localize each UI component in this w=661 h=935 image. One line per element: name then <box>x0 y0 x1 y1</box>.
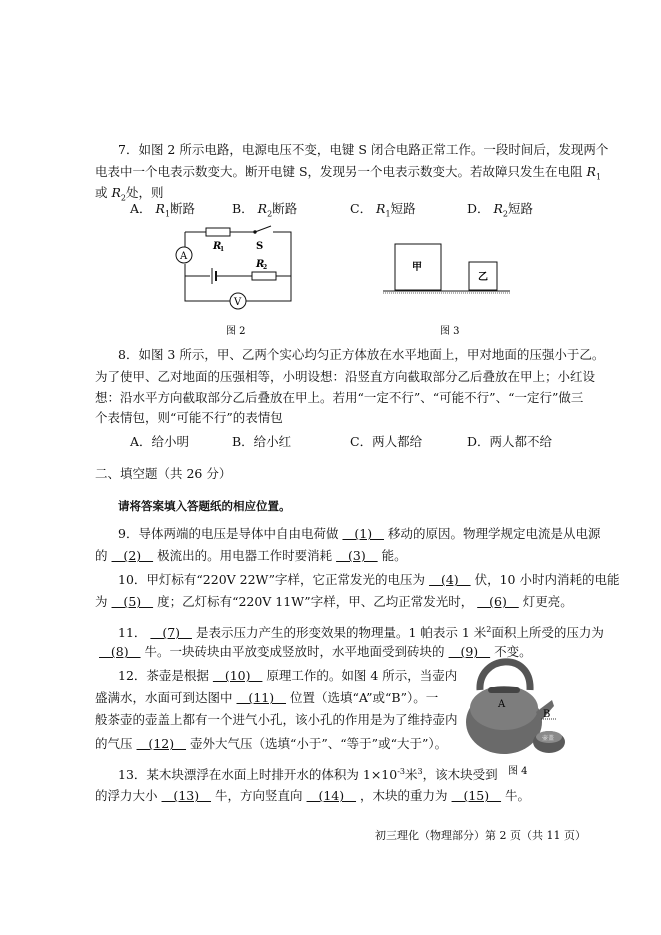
q8-option-c <box>350 432 422 450</box>
text-segment: 的气压 <box>95 736 133 751</box>
figure-2-caption: 图 2 <box>226 326 246 337</box>
answer-blank: (8) <box>99 644 141 659</box>
r1-sub-label: 1 <box>220 246 225 253</box>
text-segment: 移动的原因。物理学规定电流是从电源 <box>388 526 601 541</box>
voltmeter-label: V <box>234 297 242 308</box>
text-segment: 是表示压力产生的形变效果的物理量。1 帕表示 1 米 <box>195 625 487 641</box>
text-segment: 位置（选填“A”或“B”）。一 <box>290 690 439 705</box>
q12-line <box>95 712 458 728</box>
text-segment: ，木块的重力为 <box>360 788 448 803</box>
text-segment: 牛。一块砖块由平放变成竖放时，水平地面受到砖块的 <box>144 644 445 659</box>
circuit-wires <box>185 232 291 301</box>
q10-line <box>95 594 573 610</box>
variable: R <box>376 201 386 216</box>
variable: R <box>257 201 268 216</box>
text-segment: 米 <box>405 767 418 783</box>
r1-label: R <box>213 241 222 252</box>
q8-line <box>95 390 583 406</box>
text-segment: A． <box>130 201 156 216</box>
q12-line <box>95 736 447 752</box>
text-segment: 灯更亮。 <box>522 594 573 609</box>
text-segment: 短路 <box>390 201 416 216</box>
q9-line <box>95 548 407 564</box>
text-segment: 断路 <box>170 201 196 216</box>
text-segment: 想：沿水平方向截取部分乙后叠放在甲上。若用“一定不行”、“可能不行”、“一定行”做三 <box>95 390 584 405</box>
text-segment: 的 <box>95 548 108 563</box>
sub-script: 1 <box>595 172 602 182</box>
text-segment: ，该木块受到 <box>422 767 498 783</box>
answer-blank: (1) <box>342 526 385 541</box>
variable: R <box>155 201 165 216</box>
text-segment: 7．如图 2 所示电路，电源电压不变，电键 S 闭合电路正常工作。一段时间后，发现两个 <box>118 142 609 157</box>
teapot-label-a: A <box>498 699 506 710</box>
text-segment: 或 <box>95 185 112 200</box>
q8-option-b <box>232 432 291 450</box>
answer-blank: (7) <box>150 625 192 641</box>
answer-blank: (5) <box>111 594 154 609</box>
page-footer: 初三理化（物理部分）第 2 页（共 11 页） <box>375 829 586 842</box>
text-segment: A．给小明 <box>130 434 190 449</box>
answer-blank: (3) <box>336 548 378 563</box>
sub-script: 2 <box>502 209 509 219</box>
q12-line <box>118 668 457 684</box>
text-segment: 极流出的。用电器工作时要消耗 <box>157 548 333 563</box>
figure-4-caption: 图 4 <box>508 766 528 777</box>
section-instruction: 请将答案填入答题纸的相应位置。 <box>118 499 291 513</box>
answer-blank: (15) <box>451 788 502 803</box>
text-segment: 原理工作的。如图 4 所示，当壶内 <box>266 668 458 683</box>
text-segment: C． <box>350 201 377 216</box>
answer-blank: (10) <box>212 668 263 683</box>
text-segment: 13．某木块漂浮在水面上时排开水的体积为 1×10 <box>118 767 398 783</box>
text-segment: D．两人都不给 <box>467 434 553 449</box>
text-segment: 般茶壶的壶盖上都有一个进气小孔，该小孔的作用是为了维持壶内 <box>95 712 458 727</box>
answer-blank: (2) <box>111 548 154 563</box>
resistor-r2-icon <box>252 272 276 280</box>
q10-line <box>118 572 619 588</box>
q8-option-d <box>467 432 552 450</box>
sub-script: 1 <box>164 209 171 219</box>
q8-line <box>95 410 283 426</box>
sub-script: 2 <box>120 193 126 203</box>
answer-blank: (13) <box>161 788 212 803</box>
q9-line <box>118 526 601 542</box>
text-segment: B． <box>232 201 258 216</box>
text-segment: 处，则 <box>126 185 164 200</box>
text-segment: B．给小红 <box>232 434 292 449</box>
q13-line <box>118 764 498 783</box>
answer-blank: (12) <box>136 736 187 751</box>
text-segment: 不变。 <box>494 644 532 659</box>
text-segment: 的浮力大小 <box>95 788 158 803</box>
text-segment: 伏，10 小时内消耗的电能 <box>474 572 620 587</box>
text-segment: 能。 <box>381 548 407 563</box>
r2-sub-label: 2 <box>263 264 268 271</box>
block-jia-label: 甲 <box>412 262 422 273</box>
q11-line <box>95 644 532 660</box>
teapot-lid-text: 壶盖 <box>542 735 555 742</box>
figure-3-caption: 图 3 <box>440 326 460 337</box>
text-segment: 牛，方向竖直向 <box>215 788 303 803</box>
q8-line <box>118 347 604 363</box>
q11-line <box>118 622 604 641</box>
switch-icon <box>255 226 271 232</box>
text-segment: 8．如图 3 所示，甲、乙两个实心均匀正方体放在水平地面上，甲对地面的压强小于乙。 <box>118 347 605 362</box>
answer-blank: (14) <box>306 788 357 803</box>
q13-line <box>95 788 530 804</box>
q8-line <box>95 369 595 385</box>
resistor-r1-icon <box>206 228 230 236</box>
sup-script: 3 <box>417 767 423 776</box>
text-segment: 盛满水，水面可到达图中 <box>95 690 233 705</box>
sub-script: 2 <box>267 209 273 219</box>
sub-script: 1 <box>385 209 391 219</box>
answer-blank: (4) <box>429 572 471 587</box>
text-segment: 面积上所受的压力为 <box>491 625 604 641</box>
text-segment: 壶外大气压（选填“小于”、“等于”或“大于”）。 <box>190 736 448 751</box>
answer-blank: (6) <box>477 594 519 609</box>
text-segment: 短路 <box>508 201 534 216</box>
variable: R <box>111 185 121 200</box>
text-segment: 电表中一个电表示数变大。断开电键 S，发现另一个电表示数变大。若故障只发生在电阻 <box>95 164 587 179</box>
text-segment: 个表情包，则“可能不行”的表情包 <box>95 410 283 425</box>
text-segment: 牛。 <box>505 788 531 803</box>
sup-script: 2 <box>486 625 492 634</box>
teapot-label-b: B <box>543 709 551 720</box>
blocks-diagram <box>383 244 510 293</box>
text-segment: 10．甲灯标有“220V 22W”字样，它正常发光的电压为 <box>118 572 426 587</box>
answer-blank: (11) <box>236 690 287 705</box>
variable: R <box>493 201 503 216</box>
text-segment: 断路 <box>272 201 298 216</box>
text-segment: 为了使甲、乙对地面的压强相等，小明设想：沿竖直方向截取部分乙后叠放在甲上；小红设 <box>95 369 596 384</box>
variable: R <box>586 164 596 179</box>
text-segment: D． <box>467 201 494 216</box>
q8-option-a <box>130 432 189 450</box>
sup-script: -3 <box>397 767 406 776</box>
text-segment: 9．导体两端的电压是导体中自由电荷做 <box>118 526 339 541</box>
text-segment: 为 <box>95 594 108 609</box>
text-segment: 12．茶壶是根据 <box>118 668 209 683</box>
switch-label: S <box>256 241 264 252</box>
text-segment: 度；乙灯标有“220V 11W”字样，甲、乙均正常发光时， <box>157 594 474 609</box>
answer-blank: (9) <box>448 644 491 659</box>
q12-line <box>95 690 438 706</box>
r2-label: R <box>256 259 265 270</box>
block-yi-label: 乙 <box>478 272 488 283</box>
text-segment: C．两人都给 <box>350 434 423 449</box>
ammeter-label: A <box>180 251 188 262</box>
section-title: 二、填空题（共 26 分） <box>95 466 232 481</box>
text-segment: 11． <box>118 625 147 641</box>
